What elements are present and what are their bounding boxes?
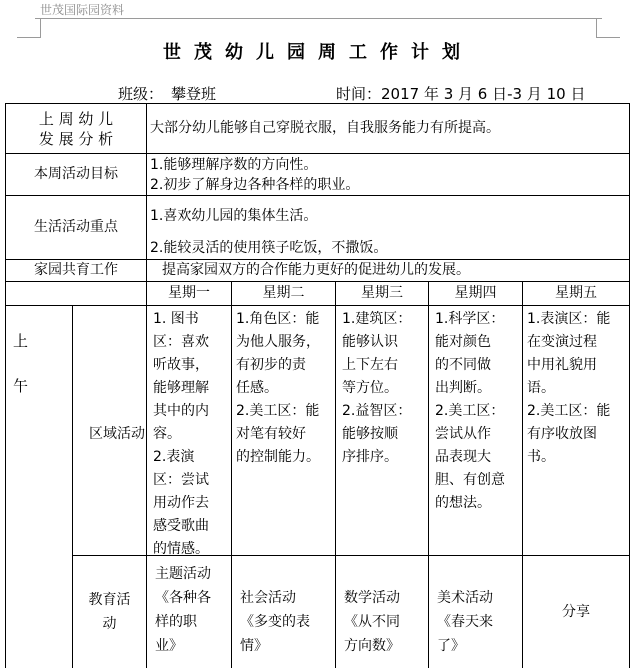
edu-cell-wed bbox=[336, 584, 428, 658]
edu-cell-fri: 分享 bbox=[562, 603, 590, 620]
day-header-tue: 星期二 bbox=[262, 285, 305, 301]
cell-line: 2.益智区： bbox=[342, 403, 412, 419]
cell-line: 能够理解 bbox=[153, 380, 209, 396]
life-item: 2.能较灵活的使用筷子吃饭，不撒饭。 bbox=[150, 240, 388, 256]
edu-cell-thu bbox=[429, 584, 522, 658]
cell-line: 2.美工区：能 bbox=[527, 403, 611, 419]
last-week-content: 大部分幼儿能够自己穿脱衣服，自我服务能力有所提高。 bbox=[150, 120, 500, 136]
last-week-label bbox=[6, 104, 146, 153]
area-activity-label-text: 区域活动 bbox=[89, 426, 145, 442]
cell-line: 能够认识 bbox=[342, 334, 398, 350]
last-week-label-line1: 上 周 幼 儿 bbox=[38, 109, 114, 128]
area-cell-wed bbox=[336, 306, 428, 469]
cell-line: 《多变的表 bbox=[240, 614, 310, 630]
cell-line: 在变演过程 bbox=[527, 334, 597, 350]
cell-line: 序排序。 bbox=[342, 449, 398, 465]
cell-line: 区：尝试 bbox=[153, 472, 209, 488]
crop-mark-left bbox=[40, 18, 41, 38]
last-week-label-line2: 发 展 分 析 bbox=[38, 129, 114, 148]
cell-line: 等方位。 bbox=[342, 380, 398, 396]
cell-line: 上下左右 bbox=[342, 357, 398, 373]
period-line2: 午 bbox=[13, 377, 29, 395]
cell-line: 2.美工区：能 bbox=[236, 403, 320, 419]
cell-line: 区：喜欢 bbox=[153, 334, 209, 350]
cell-line: 中用礼貌用 bbox=[527, 357, 597, 373]
cell-line: 主题活动 bbox=[155, 566, 211, 582]
cell-line: 有初步的责 bbox=[236, 357, 306, 373]
cell-line: 1.建筑区： bbox=[342, 311, 412, 327]
edu-label-line1: 教育活 bbox=[88, 592, 131, 608]
cell-line: 2.表演 bbox=[153, 449, 195, 465]
cell-line: 数学活动 bbox=[344, 590, 400, 606]
cell-line: 听故事， bbox=[153, 357, 209, 373]
cell-line: 《各种各 bbox=[155, 590, 211, 606]
cell-line: 样的职 bbox=[155, 614, 197, 630]
cell-line: 社会活动 bbox=[240, 590, 296, 606]
cell-line: 对笔有较好 bbox=[236, 426, 306, 442]
cell-line: 品表现大 bbox=[435, 449, 491, 465]
cell-line: 《春天来 bbox=[437, 614, 493, 630]
cell-line: 美术活动 bbox=[437, 590, 493, 606]
cell-line: 的情感。 bbox=[153, 541, 209, 557]
cell-line: 能对颜色 bbox=[435, 334, 491, 350]
date-range: 时间：2017 年 3 月 6 日-3 月 10 日 bbox=[336, 85, 586, 103]
cell-line: 用动作去 bbox=[153, 495, 209, 511]
life-item: 1.喜欢幼儿园的集体生活。 bbox=[150, 208, 318, 224]
page-title: 世茂幼儿园周工作计划 bbox=[163, 42, 473, 63]
cell-line: 书。 bbox=[527, 449, 555, 465]
cell-line: 2.美工区： bbox=[435, 403, 505, 419]
class-label: 班级： bbox=[118, 85, 164, 103]
crop-mark-right bbox=[596, 18, 597, 38]
cell-line: 尝试从作 bbox=[435, 426, 491, 442]
table-border-right bbox=[629, 103, 630, 668]
cell-line: 的想法。 bbox=[435, 495, 491, 511]
home-label: 家园共育工作 bbox=[34, 262, 118, 278]
life-content bbox=[150, 196, 628, 259]
cell-line: 为他人服务， bbox=[236, 334, 320, 350]
area-activity-label bbox=[77, 423, 145, 446]
cell-line: 感受歌曲 bbox=[153, 518, 209, 534]
cell-line: 有序收放图 bbox=[527, 426, 597, 442]
cell-line: 其中的内 bbox=[153, 403, 209, 419]
cell-line: 《从不同 bbox=[344, 614, 400, 630]
goals-content bbox=[150, 154, 628, 195]
cell-line: 的不同做 bbox=[435, 357, 491, 373]
life-label: 生活活动重点 bbox=[34, 219, 118, 235]
cell-line: 能够按顺 bbox=[342, 426, 398, 442]
day-header-fri: 星期五 bbox=[555, 285, 597, 301]
cell-line: 1. 图书 bbox=[153, 311, 199, 327]
cell-line: 容。 bbox=[153, 426, 181, 442]
goals-label: 本周活动目标 bbox=[34, 166, 118, 182]
edu-cell-tue bbox=[232, 584, 335, 658]
period-label bbox=[13, 331, 53, 397]
header-watermark: 世茂国际园资料 bbox=[40, 3, 125, 17]
cell-line: 情》 bbox=[240, 638, 268, 654]
area-cell-tue bbox=[232, 306, 335, 469]
cell-line: 的控制能力。 bbox=[236, 449, 320, 465]
day-header-mon: 星期一 bbox=[168, 285, 210, 301]
cell-line: 任感。 bbox=[236, 380, 278, 396]
class-line bbox=[118, 83, 236, 104]
area-cell-fri bbox=[523, 306, 629, 469]
cell-line: 了》 bbox=[437, 638, 465, 654]
goal-item: 1.能够理解序数的方向性。 bbox=[150, 157, 318, 173]
cell-line: 出判断。 bbox=[435, 380, 491, 396]
cell-line: 1.表演区：能 bbox=[527, 311, 611, 327]
home-content: 提高家园双方的合作能力更好的促进幼儿的发展。 bbox=[162, 262, 470, 278]
area-cell-mon bbox=[147, 306, 231, 561]
goal-item: 2.初步了解身边各种各样的职业。 bbox=[150, 177, 360, 193]
cell-line: 方向数》 bbox=[344, 638, 400, 654]
cell-line: 1.角色区：能 bbox=[236, 311, 320, 327]
area-cell-thu bbox=[429, 306, 522, 515]
edu-cell-mon bbox=[147, 560, 231, 658]
day-header-wed: 星期三 bbox=[361, 285, 403, 301]
day-header-thu: 星期四 bbox=[454, 285, 497, 301]
header-rule bbox=[35, 18, 602, 19]
cell-line: 1.科学区： bbox=[435, 311, 505, 327]
period-line1: 上 bbox=[13, 332, 29, 350]
edu-label-line2: 动 bbox=[102, 616, 117, 632]
cell-line: 业》 bbox=[155, 638, 183, 654]
cell-line: 胆、有创意 bbox=[435, 472, 505, 488]
class-value: 攀登班 bbox=[163, 86, 236, 104]
edu-activity-label bbox=[73, 556, 146, 668]
cell-line: 语。 bbox=[527, 380, 555, 396]
